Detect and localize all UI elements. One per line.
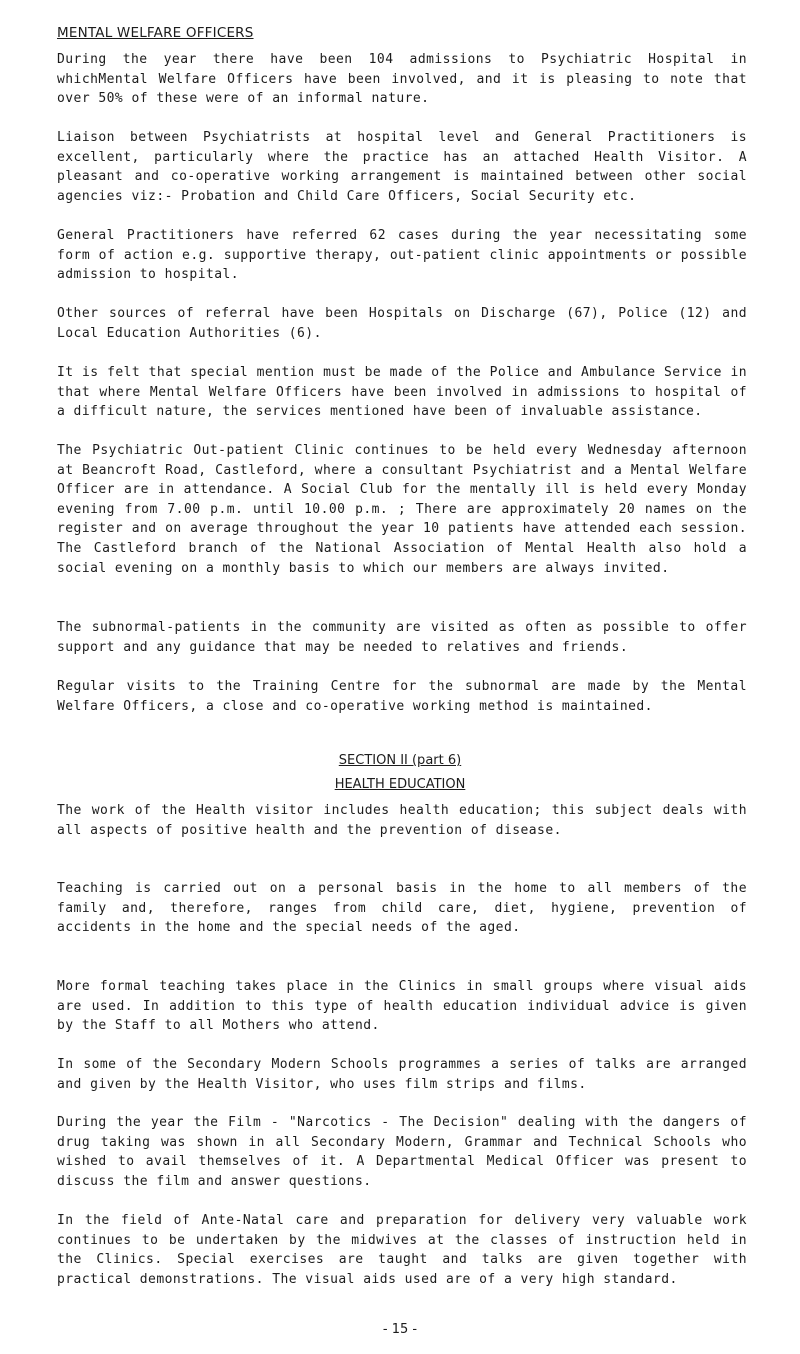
paragraph: Other sources of referral have been Hospitals on Discharge (67), Police (12) and Local Education Authorities (6). bbox=[57, 306, 747, 341]
paragraph: During the year the Film - "Narcotics - The Decision" dealing with the dangers of drug taking was shown in all Secondary Modern, Grammar and Technical Schools who wished to avail themselves of it. A Departmental Medical Officer was present to discuss the film and answer questions. bbox=[57, 1115, 747, 1189]
paragraph: More formal teaching takes place in the Clinics in small groups where visual aids are used. In addition to this type of health education individual advice is given by the Staff to all Mothers who attend. bbox=[57, 979, 747, 1034]
paragraph: In the field of Ante-Natal care and preparation for delivery very valuable work continues to be undertaken by the midwives at the classes of instruction held in the Clinics. Special exercises are taught and talks are given together with practical demonstrations. The visual aids used are of a very high standard. bbox=[57, 1213, 747, 1287]
section-subtitle bbox=[0, 777, 800, 792]
paragraph: In some of the Secondary Modern Schools programmes a series of talks are arranged and given by the Health Visitor, who uses film strips and films. bbox=[57, 1057, 747, 1092]
paragraph: The Psychiatric Out-patient Clinic continues to be held every Wednesday afternoon at Beancroft Road, Castleford, where a consultant Psychiatrist and a Mental Welfare Officer are in attendance. A Social Club for the mentally ill is held every Monday evening from 7.00 p.m. until 10.00 p.m. ; There are approximately 20 names on the register and on average throughout the year 10 patients have attended each session. The Castleford branch of the National Association of Mental Health also hold a social evening on a monthly basis to which our members are always invited. bbox=[57, 443, 747, 576]
paragraph: The subnormal-patients in the community are visited as often as possible to offer support and any guidance that may be needed to relatives and friends. bbox=[57, 620, 747, 655]
paragraph: Liaison between Psychiatrists at hospital level and General Practitioners is excellent, particularly where the practice has an attached Health Visitor. A pleasant and co-operative working arrangement is maintained between other social agencies viz:- Probation and Child Care Officers, Social Security etc. bbox=[57, 130, 747, 204]
section-subtitle-text: HEALTH EDUCATION bbox=[334, 777, 466, 792]
section-title bbox=[0, 753, 800, 768]
page-number: - 15 - bbox=[382, 1322, 418, 1337]
paragraph: Regular visits to the Training Centre for the subnormal are made by the Mental Welfare Officers, a close and co-operative working method is maintained. bbox=[57, 679, 747, 714]
paragraph: Teaching is carried out on a personal basis in the home to all members of the family and, therefore, ranges from child care, diet, hygiene, prevention of accidents in the home and the special needs of the aged. bbox=[57, 881, 747, 936]
section-heading: MENTAL WELFARE OFFICERS bbox=[57, 25, 254, 41]
paragraph: The work of the Health visitor includes health education; this subject deals with all aspects of positive health and the prevention of disease. bbox=[57, 803, 747, 838]
section-title-text: SECTION II (part 6) bbox=[338, 753, 462, 768]
paragraph: General Practitioners have referred 62 cases during the year necessitating some form of action e.g. supportive therapy, out-patient clinic appointments or possible admission to hospital. bbox=[57, 228, 747, 283]
paragraph: During the year there have been 104 admissions to Psychiatric Hospital in whichMental Welfare Officers have been involved, and it is pleasing to note that over 50% of these were of an informal nature. bbox=[57, 52, 747, 107]
paragraph: It is felt that special mention must be made of the Police and Ambulance Service in that where Mental Welfare Officers have been involved in admissions to hospital of a difficult nature, the services mentioned have been of invaluable assistance. bbox=[57, 365, 747, 420]
